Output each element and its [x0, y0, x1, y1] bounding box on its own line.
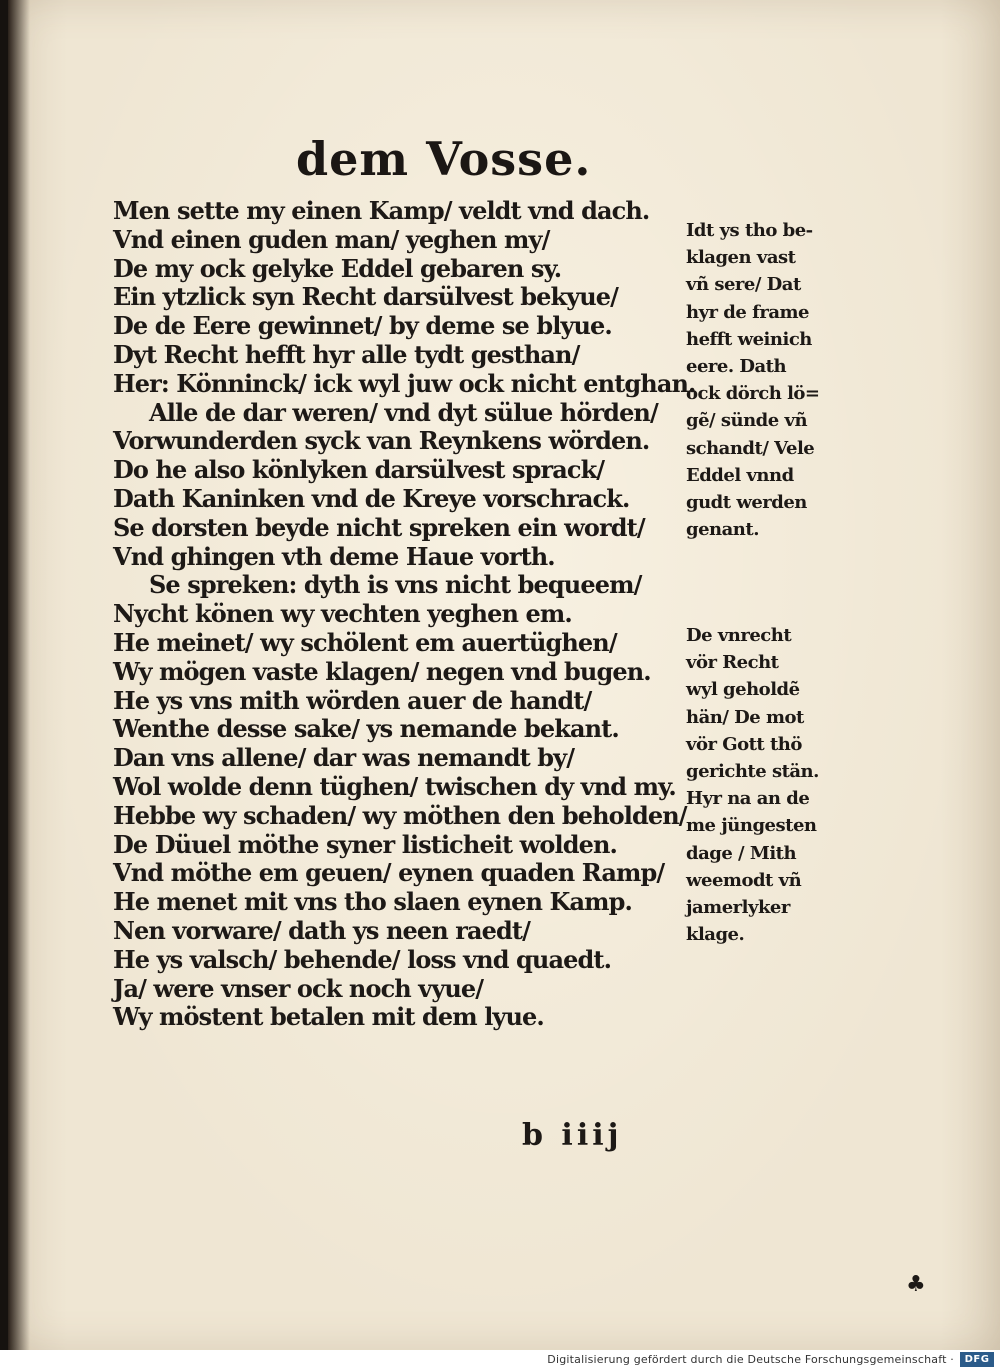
gloss-line: eere. Dath — [686, 355, 787, 377]
verse-line: Ein ytzlick syn Recht darsülvest bekyue/ — [113, 282, 619, 312]
gloss-line: ock dörch lö= — [686, 383, 820, 405]
gloss-line: vñ sere/ Dat — [686, 274, 801, 296]
gloss-line: klagen vast — [686, 247, 796, 269]
verse-line: Vnd ghingen vth deme Haue vorth. — [113, 541, 555, 571]
footer-credit: Digitalisierung gefördert durch die Deutsche Forschungsgemeinschaft · — [547, 1353, 954, 1366]
gloss-line: vör Gott thö — [686, 733, 802, 755]
verse-line: Dath Kaninken vnd de Kreye vorschrack. — [113, 483, 630, 513]
verse-line: He meinet/ wy schölent em auertüghen/ — [113, 627, 617, 657]
verse-line: Wol wolde denn tüghen/ twischen dy vnd my. — [113, 771, 676, 801]
gloss-line: gerichte stän. — [686, 760, 819, 782]
verse-line: He ys valsch/ behende/ loss vnd quaedt. — [113, 944, 612, 974]
verse-line: Se spreken: dyth is vns nicht bequeem/ — [149, 570, 642, 600]
verse-line: Do he also könlyken darsülvest sprack/ — [113, 455, 605, 485]
gloss-line: gudt werden — [686, 491, 807, 513]
gloss-line: weemodt vñ — [686, 869, 802, 891]
gloss-line: Idt ys tho be- — [686, 220, 813, 241]
dfg-logo: DFG — [960, 1352, 994, 1367]
verse-line: Ja/ were vnser ock noch vyue/ — [113, 973, 484, 1003]
verse-line: De my ock gelyke Eddel gebaren sy. — [113, 253, 562, 283]
gloss-line: jamerlyker — [686, 896, 790, 918]
verse-line: Se dorsten beyde nicht spreken ein wordt/ — [113, 512, 645, 542]
verse-line: Dyt Recht hefft hyr alle tydt gesthan/ — [113, 339, 580, 369]
verse-line: Vnd einen guden man/ yeghen my/ — [113, 224, 550, 254]
verse-line: Vorwunderden syck van Reynkens wörden. — [113, 426, 650, 456]
gloss-line: vör Recht — [686, 652, 779, 674]
gloss-line: klage. — [686, 924, 745, 946]
verse-line: He ys vns mith wörden auer de handt/ — [113, 685, 592, 715]
verse-line: Nycht könen wy vechten yeghen em. — [113, 599, 572, 629]
gloss-line: me jüngesten — [686, 815, 817, 837]
verse-line: He menet mit vns tho slaen eynen Kamp. — [113, 887, 632, 917]
verse-line: Wy mögen vaste klagen/ negen vnd bugen. — [113, 656, 651, 686]
verse-line: Wy möstent betalen mit dem lyue. — [113, 1002, 544, 1032]
verse-line: De de Eere gewinnet/ by deme se blyue. — [113, 311, 612, 341]
ink-blot-mark: ♣ — [906, 1272, 926, 1297]
verse-line: Dan vns allene/ dar was nemandt by/ — [113, 743, 575, 773]
gloss-line: Eddel vnnd — [686, 464, 794, 486]
gloss-line: hän/ De mot — [686, 706, 804, 728]
verse-line: Her: Könninck/ ick wyl juw ock nicht entghan. — [113, 368, 696, 398]
gloss-line: gẽ/ sünde vñ — [686, 410, 808, 432]
signature-mark: b iiij — [522, 1118, 623, 1153]
gloss-line: hefft weinich — [686, 328, 812, 350]
verse-line: Nen vorware/ dath ys neen raedt/ — [113, 915, 530, 945]
margin-gloss-top — [686, 217, 836, 543]
verse-block — [113, 196, 696, 1032]
gloss-line: genant. — [686, 519, 759, 541]
gloss-line: hyr de frame — [686, 301, 809, 323]
gloss-line: wyl geholdẽ — [686, 679, 800, 701]
verse-line: De Düuel möthe syner listicheit wolden. — [113, 829, 618, 859]
gloss-line: Hyr na an de — [686, 788, 810, 810]
gloss-line: De vnrecht — [686, 625, 792, 646]
verse-line: Wenthe desse sake/ ys nemande bekant. — [113, 714, 619, 744]
page-edge-shadow — [8, 0, 30, 1350]
gloss-line: dage / Mith — [686, 842, 797, 864]
verse-line: Hebbe wy schaden/ wy möthen den beholden/ — [113, 800, 687, 830]
verse-line: Vnd möthe em geuen/ eynen quaden Ramp/ — [113, 858, 665, 888]
verse-line: Men sette my einen Kamp/ veldt vnd dach. — [113, 196, 650, 225]
gloss-line: schandt/ Vele — [686, 437, 815, 459]
margin-gloss-bottom — [686, 622, 836, 948]
verse-line: Alle de dar weren/ vnd dyt sülue hörden/ — [149, 397, 658, 427]
page-heading: dem Vosse. — [296, 132, 592, 186]
